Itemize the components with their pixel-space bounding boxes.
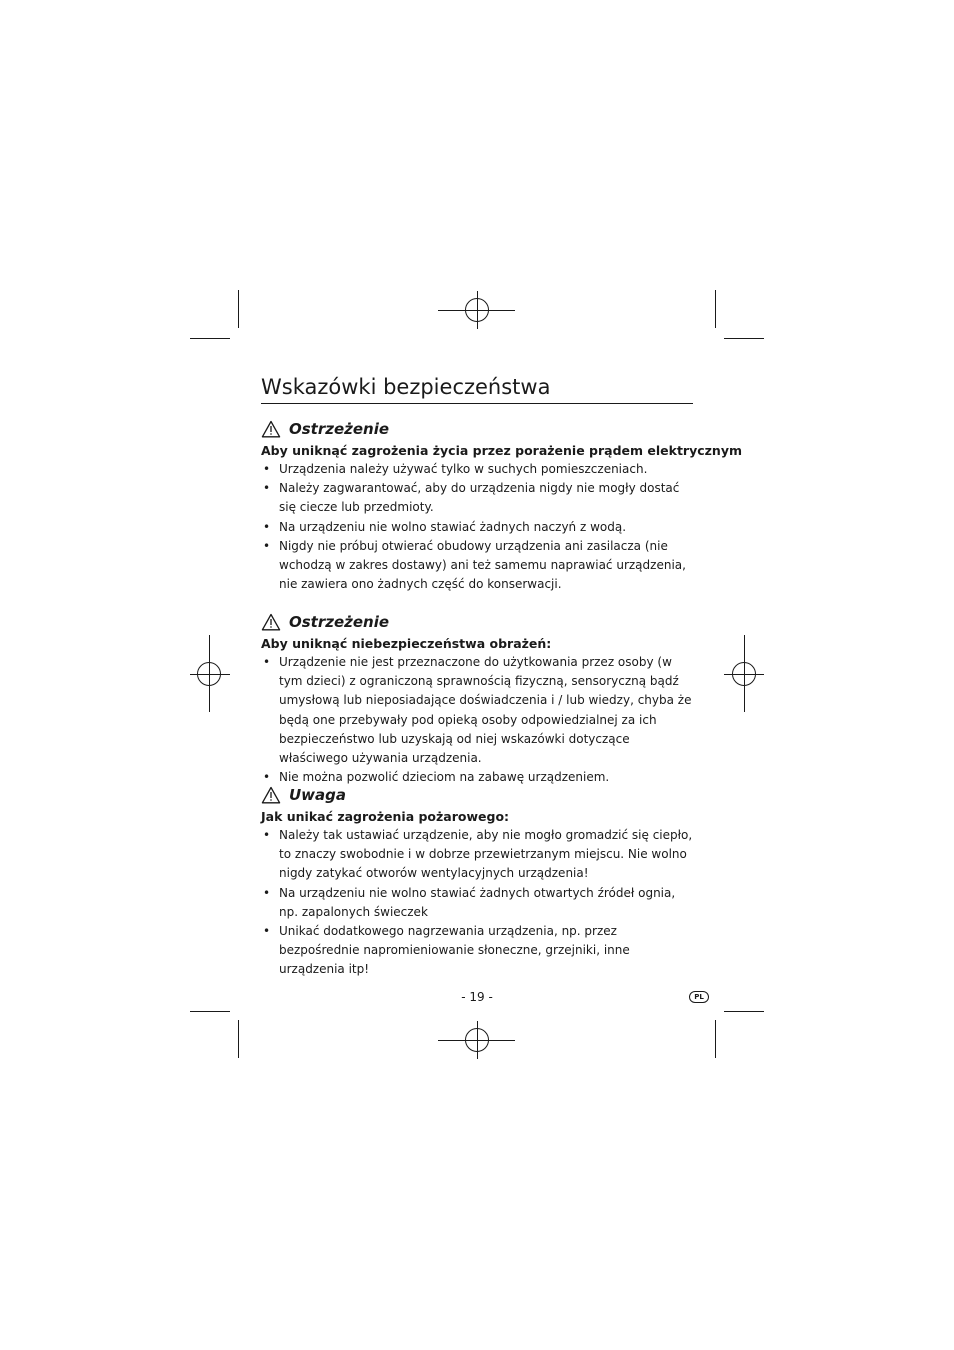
list-item: • Unikać dodatkowego nagrzewania urządzenia, np. przez bezpośrednie napromieniowanie słoneczne, grzejniki, inne urządzenia itp! [263, 924, 630, 977]
caution-section-fire [261, 784, 701, 980]
registration-mark [197, 662, 221, 686]
bullet-list [261, 460, 701, 594]
section-subheading: Aby uniknąć niebezpieczeństwa obrażeń: [261, 636, 552, 651]
warning-triangle-icon [261, 613, 281, 631]
section-heading: Ostrzeżenie [289, 420, 390, 438]
warning-triangle-icon [261, 420, 281, 438]
warning-section-injury [261, 611, 701, 787]
crop-mark [724, 1011, 764, 1012]
list-item: • Urządzenia należy używać tylko w suchych pomieszczeniach. [263, 462, 648, 476]
list-item: • Nie można pozwolić dzieciom na zabawę urządzeniem. [263, 770, 610, 785]
crop-mark [238, 290, 239, 328]
crop-mark [190, 1011, 230, 1012]
language-badge: PL [689, 991, 709, 1003]
crop-mark [715, 290, 716, 328]
bullet-list [261, 653, 701, 787]
registration-mark [465, 298, 489, 322]
section-heading-row [261, 784, 701, 806]
section-heading: Uwaga [289, 786, 347, 804]
crop-mark [190, 338, 230, 339]
section-heading: Ostrzeżenie [289, 613, 390, 631]
registration-mark [732, 662, 756, 686]
section-heading-row [261, 611, 701, 633]
warning-section-electric [261, 418, 742, 594]
page-title: Wskazówki bezpieczeństwa [261, 372, 693, 404]
crop-mark [715, 1020, 716, 1058]
bullet-list [261, 826, 701, 980]
warning-triangle-icon [261, 786, 281, 804]
list-item: • Na urządzeniu nie wolno stawiać żadnych naczyń z wodą. [263, 519, 627, 534]
page-number: - 19 - [461, 990, 493, 1004]
list-item: • Nigdy nie próbuj otwierać obudowy urządzenia ani zasilacza (nie wchodzą w zakres dostawy) ani też samemu naprawiać urządzenia, nie zawiera ono żadnych część do konserwacji. [263, 538, 686, 592]
list-item: • Na urządzeniu nie wolno stawiać żadnych otwartych źródeł ognia, np. zapalonych świeczek [263, 885, 676, 919]
list-item: • Należy zagwarantować, aby do urządzenia nigdy nie mogły dostać się ciecze lub przedmioty. [263, 481, 680, 515]
list-item: • Urządzenie nie jest przeznaczone do użytkowania przez osoby (w tym dzieci) z ograniczoną sprawnością fizyczną, sensoryczną bądź umysłową lub nieposiadające doświadczenia i / lub wiedzy, chyba że będą one przebywały pod opieką osoby odpowiedzialnej za ich bezpieczeństwo lub uzyskają od niej wskazówki dotyczące właściwego używania urządzenia. [263, 655, 692, 766]
section-heading-row [261, 418, 701, 440]
registration-mark [465, 1028, 489, 1052]
section-subheading: Jak unikać zagrożenia pożarowego: [261, 809, 510, 824]
crop-mark [238, 1020, 239, 1058]
section-subheading: Aby uniknąć zagrożenia życia przez porażenie prądem elektrycznym [261, 443, 742, 458]
list-item: • Należy tak ustawiać urządzenie, aby nie mogło gromadzić się ciepło, to znaczy swobodnie i w dobrze przewietrzanym miejscu. Nie wolno nigdy zatykać otworów wentylacyjnych urządzenia! [263, 828, 693, 881]
crop-mark [724, 338, 764, 339]
